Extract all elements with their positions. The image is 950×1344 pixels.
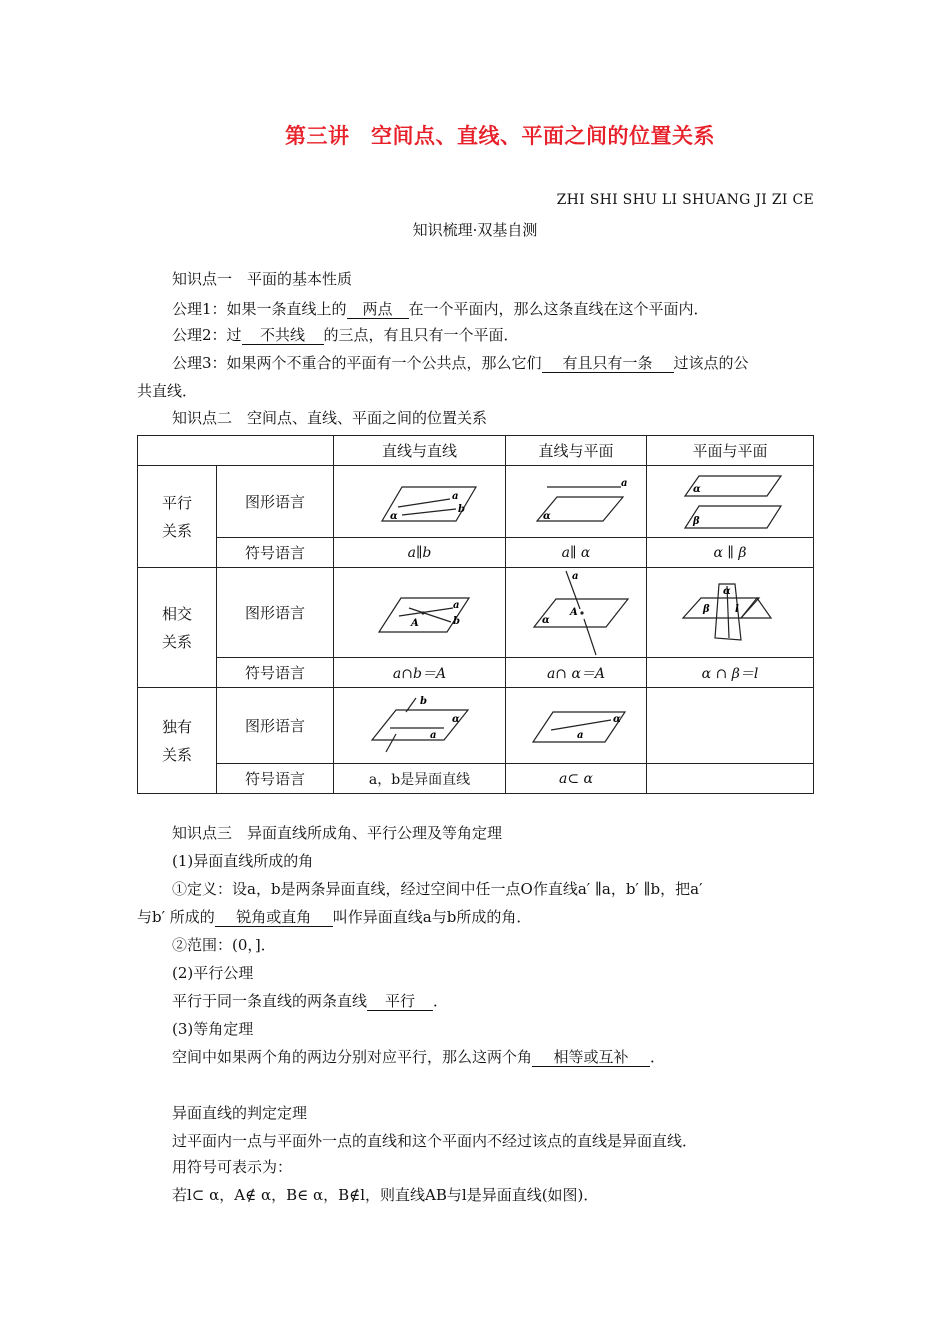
kp3-s3: (3)等角定理 xyxy=(172,1020,254,1038)
fig-label-alpha: α xyxy=(451,713,460,725)
axiom-3-pre: 公理3：如果两个不重合的平面有一个公共点，那么它们 xyxy=(172,354,542,372)
row-name-parallel xyxy=(138,466,217,568)
fig-label-alpha: α xyxy=(542,614,550,626)
row-name-intersect-l2: 关系 xyxy=(161,632,192,651)
sym-parallel-lines: a∥b xyxy=(334,538,506,568)
fig-label-beta: β xyxy=(693,515,700,527)
kp3-equal-angle xyxy=(172,1046,665,1067)
sym-intersecting-lines: a∩b＝A xyxy=(334,658,506,688)
kp2-heading: 知识点二 空间点、直线、平面之间的位置关系 xyxy=(172,409,488,427)
sym-empty xyxy=(647,764,814,794)
fig-label-b: b xyxy=(419,695,427,707)
kp1-heading: 知识点一 平面的基本性质 xyxy=(172,270,353,288)
axiom-2-fill: 不共线 xyxy=(242,326,324,345)
sym-label: 符号语言 xyxy=(217,658,334,688)
skew-line-2: 用符号可表示为： xyxy=(172,1158,293,1176)
fig-label-a: a xyxy=(452,599,459,611)
kp3-eq-fill: 相等或互补 xyxy=(532,1048,650,1067)
fig-parallel-lines xyxy=(334,466,506,538)
row-name-intersect-l1: 相交 xyxy=(161,604,192,623)
section-heading: 知识梳理·双基自测 xyxy=(412,221,538,239)
fig-label-a: a xyxy=(621,477,628,489)
kp3-definition-cont xyxy=(137,906,531,927)
fig-label-alpha: α xyxy=(389,510,398,522)
fig-label-alpha: α xyxy=(543,510,551,522)
row-name-parallel-l1: 平行 xyxy=(161,493,192,512)
col-header-line-plane: 直线与平面 xyxy=(506,436,647,466)
kp3-heading: 知识点三 异面直线所成角、平行公理及等角定理 xyxy=(172,824,503,842)
fig-label: 图形语言 xyxy=(217,466,334,538)
fig-label-a: a xyxy=(572,570,579,582)
fig-label-alpha: α xyxy=(693,483,701,495)
axiom-2-post: 的三点，有且只有一个平面． xyxy=(323,326,519,344)
axiom-3-post: 过该点的公 xyxy=(673,354,749,372)
axiom-1-pre: 公理1：如果一条直线上的 xyxy=(172,300,347,318)
fig-label-alpha: α xyxy=(723,585,731,597)
sym-line-intersect-plane: a∩ α＝A xyxy=(506,658,647,688)
axiom-1 xyxy=(172,298,709,319)
skew-heading: 异面直线的判定定理 xyxy=(172,1104,308,1122)
axiom-2 xyxy=(172,324,519,345)
fig-label-A: A xyxy=(410,617,419,629)
axiom-3 xyxy=(172,352,749,373)
row-name-unique-l1: 独有 xyxy=(161,717,192,736)
col-header-line-line: 直线与直线 xyxy=(334,436,506,466)
fig-empty xyxy=(647,688,814,764)
sym-label: 符号语言 xyxy=(217,538,334,568)
fig-label-alpha: α xyxy=(613,713,621,725)
sym-intersecting-planes: α ∩ β＝l xyxy=(647,658,814,688)
section-pinyin: ZHI SHI SHU LI SHUANG JI ZI CE xyxy=(556,192,814,208)
row-name-parallel-l2: 关系 xyxy=(161,521,192,540)
fig-label-l: l xyxy=(735,603,739,615)
table-corner xyxy=(138,436,334,466)
fig-label: 图形语言 xyxy=(217,568,334,658)
axiom-3-fill: 有且只有一条 xyxy=(542,354,674,373)
fig-line-intersect-plane xyxy=(506,568,647,658)
kp3-eq-post: ． xyxy=(650,1048,666,1066)
fig-intersecting-planes xyxy=(647,568,814,658)
kp3-s1: (1)异面直线所成的角 xyxy=(172,852,314,870)
kp3-s2: (2)平行公理 xyxy=(172,964,254,982)
kp3-def2-post: 叫作异面直线a与b所成的角． xyxy=(332,908,532,926)
kp3-range: ②范围：(0，]． xyxy=(172,936,276,954)
fig-label-b: b xyxy=(452,615,460,627)
sym-skew-lines: a，b是异面直线 xyxy=(334,764,506,794)
axiom-3-cont: 共直线． xyxy=(137,382,198,400)
sym-parallel-planes: α ∥ β xyxy=(647,538,814,568)
fig-skew-lines xyxy=(334,688,506,764)
fig-intersecting-lines xyxy=(334,568,506,658)
kp3-eq-pre: 空间中如果两个角的两边分别对应平行，那么这两个角 xyxy=(172,1048,533,1066)
fig-parallel-planes xyxy=(647,466,814,538)
row-name-unique-l2: 关系 xyxy=(161,745,192,764)
kp3-parallel xyxy=(172,990,448,1011)
row-name-intersect xyxy=(138,568,217,688)
kp3-def2-fill: 锐角或直角 xyxy=(215,908,333,927)
sym-line-in-plane: a⊂ α xyxy=(506,764,647,794)
fig-label-beta: β xyxy=(703,603,710,615)
page-title: 第三讲 空间点、直线、平面之间的位置关系 xyxy=(285,123,715,148)
col-header-plane-plane: 平面与平面 xyxy=(647,436,814,466)
kp3-par-post: ． xyxy=(433,992,449,1010)
sym-label: 符号语言 xyxy=(217,764,334,794)
fig-label-b: b xyxy=(457,503,465,515)
fig-label-A: A xyxy=(570,606,578,618)
skew-line-1: 过平面内一点与平面外一点的直线和这个平面内不经过该点的直线是异面直线． xyxy=(172,1132,698,1150)
kp3-par-pre: 平行于同一条直线的两条直线 xyxy=(172,992,368,1010)
fig-label: 图形语言 xyxy=(217,688,334,764)
axiom-1-post: 在一个平面内，那么这条直线在这个平面内． xyxy=(408,300,709,318)
fig-label-a: a xyxy=(577,729,584,741)
axiom-1-fill: 两点 xyxy=(347,300,409,319)
row-name-unique xyxy=(138,688,217,794)
fig-label-a: a xyxy=(429,729,436,741)
fig-label-a: a xyxy=(451,490,458,502)
skew-line-3: 若l⊂ α，A∉ α，B∈ α，B∉l，则直线AB与l是异面直线(如图)． xyxy=(172,1186,599,1204)
axiom-2-pre: 公理2：过 xyxy=(172,326,242,344)
relations-table xyxy=(137,435,814,794)
fig-line-parallel-plane xyxy=(506,466,647,538)
kp3-def2-pre: 与b′ 所成的 xyxy=(137,908,215,926)
kp3-par-fill: 平行 xyxy=(367,992,433,1011)
fig-line-in-plane xyxy=(506,688,647,764)
kp3-definition: ①定义：设a，b是两条异面直线，经过空间中任一点O作直线a′ ∥a，b′ ∥b，把a′ xyxy=(172,880,703,898)
sym-line-parallel-plane: a∥ α xyxy=(506,538,647,568)
